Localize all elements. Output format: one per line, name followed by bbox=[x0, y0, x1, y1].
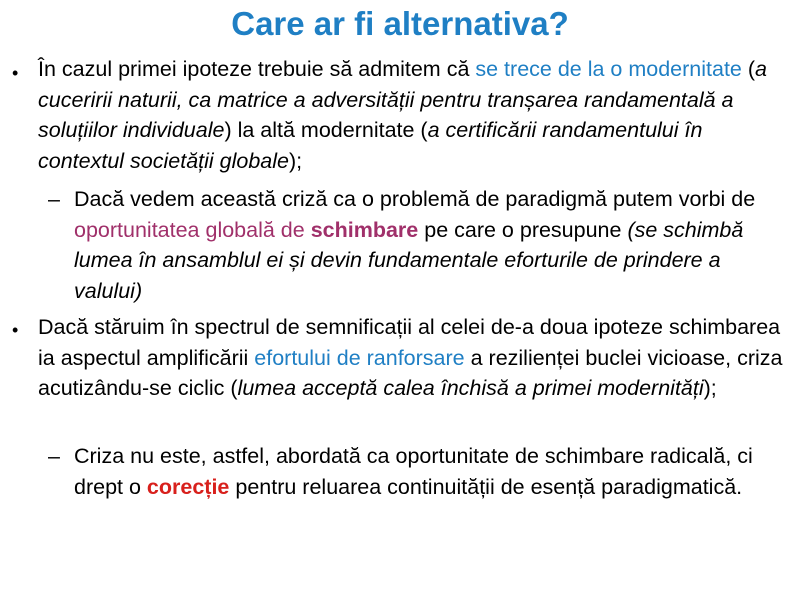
slide-title: Care ar fi alternativa? bbox=[231, 5, 569, 42]
sub-bullet-2: Criza nu este, astfel, abordată ca oportunitate de schimbare radicală, ci drept o corecție pentru reluarea continuității de esență paradigmatică. bbox=[74, 444, 753, 499]
bullet-icon: • bbox=[12, 63, 19, 83]
bullet-2: Dacă stăruim în spectrul de semnificații al celei de-a doua ipoteze schimbarea ia aspectul amplificării efortului de ranforsare a rezilienței buclei vicioase, criza acutizându-se ciclic (lumea acceptă calea închisă a primei modernități); bbox=[38, 315, 783, 400]
bullet-1: În cazul primei ipoteze trebuie să admitem că se trece de la o modernitate (a cuceririi naturii, ca matrice a adversității pentru tranșarea randamentală a soluțiilor individuale) la altă modernitate (a certificării randamentului în contextul societății globale); bbox=[38, 57, 767, 173]
bullet-icon: • bbox=[12, 320, 19, 340]
sub-bullet-1: Dacă vedem această criză ca o problemă de paradigmă putem vorbi de oportunitatea globală de schimbare pe care o presupune (se schimbă lumea în ansamblul ei și devin fundamentale eforturile de prindere a valului) bbox=[74, 187, 756, 303]
dash-icon: – bbox=[48, 187, 60, 211]
dash-icon: – bbox=[48, 444, 60, 468]
